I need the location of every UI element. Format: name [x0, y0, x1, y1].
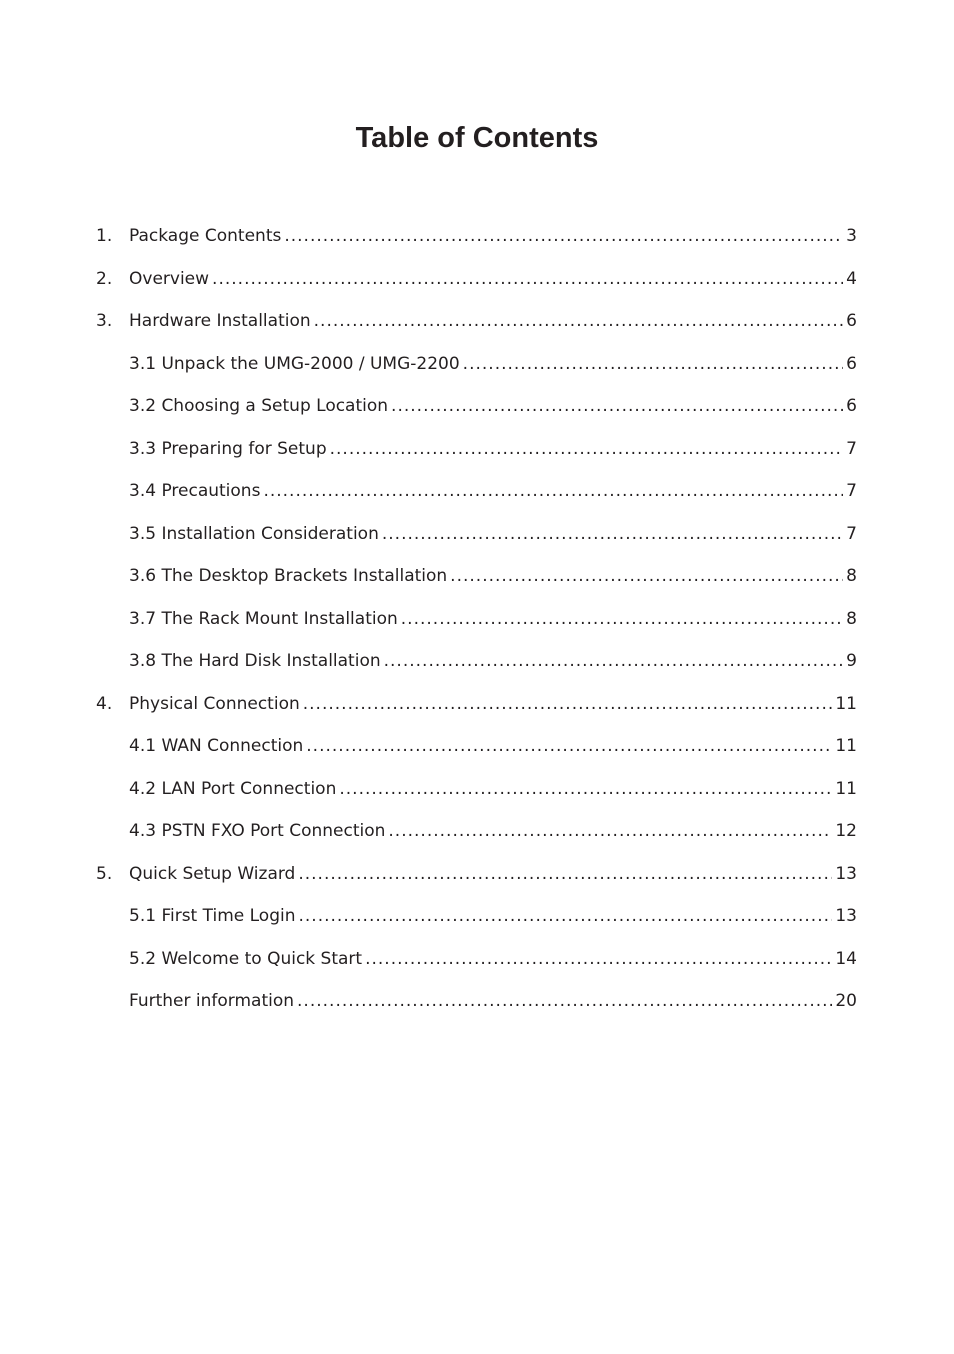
- toc-dot-leader: [306, 732, 832, 760]
- toc-entry-page: 13: [835, 863, 857, 884]
- toc-entry[interactable]: [96, 895, 857, 938]
- toc-entry-title: 3.1 Unpack the UMG-2000 / UMG-2200: [129, 353, 460, 374]
- toc-dot-leader: [384, 647, 844, 675]
- toc-entry-title: 4.2 LAN Port Connection: [129, 778, 337, 799]
- toc-entry[interactable]: [96, 470, 857, 513]
- toc-entry-title: 3.4 Precautions: [129, 481, 261, 502]
- toc-entry-number: 5.: [96, 863, 113, 884]
- table-of-contents: [96, 215, 857, 1023]
- toc-entry-title: 4.1 WAN Connection: [129, 736, 304, 757]
- toc-entry-title: 3.6 The Desktop Brackets Installation: [129, 566, 448, 587]
- toc-entry[interactable]: [96, 555, 857, 598]
- toc-entry-title: 4.3 PSTN FXO Port Connection: [129, 821, 386, 842]
- toc-dot-leader: [401, 605, 843, 633]
- toc-entry-title: Package Contents: [129, 226, 282, 247]
- toc-dot-leader: [299, 902, 833, 930]
- toc-dot-leader: [463, 350, 844, 378]
- toc-dot-leader: [263, 477, 843, 505]
- toc-entry-title: Overview: [129, 268, 210, 289]
- toc-entry-page: 14: [835, 948, 857, 969]
- toc-entry-page: 6: [846, 353, 857, 374]
- toc-entry-page: 20: [835, 991, 857, 1012]
- page-title: Table of Contents: [355, 122, 599, 154]
- toc-dot-leader: [365, 945, 832, 973]
- toc-entry-page: 7: [846, 523, 857, 544]
- toc-entry-page: 7: [846, 438, 857, 459]
- toc-dot-leader: [298, 860, 832, 888]
- toc-dot-leader: [388, 817, 832, 845]
- toc-entry[interactable]: [96, 215, 857, 258]
- toc-entry[interactable]: [96, 980, 857, 1023]
- toc-entry[interactable]: [96, 385, 857, 428]
- toc-entry[interactable]: [96, 810, 857, 853]
- toc-entry[interactable]: [96, 598, 857, 641]
- toc-entry-page: 8: [846, 608, 857, 629]
- toc-entry-number: 1.: [96, 226, 113, 247]
- toc-entry-title: Hardware Installation: [129, 311, 311, 332]
- toc-entry-title: Physical Connection: [129, 693, 300, 714]
- toc-entry-page: 13: [835, 906, 857, 927]
- toc-entry-page: 6: [846, 311, 857, 332]
- toc-entry-page: 6: [846, 396, 857, 417]
- toc-entry[interactable]: [96, 640, 857, 683]
- toc-entry-page: 4: [846, 268, 857, 289]
- toc-entry-title: 3.7 The Rack Mount Installation: [129, 608, 398, 629]
- toc-entry-page: 7: [846, 481, 857, 502]
- toc-entry[interactable]: [96, 725, 857, 768]
- toc-entry[interactable]: [96, 853, 857, 896]
- toc-entry-number: 2.: [96, 268, 113, 289]
- toc-entry-title: Further information: [129, 991, 295, 1012]
- toc-entry-title: 3.2 Choosing a Setup Location: [129, 396, 389, 417]
- toc-entry-title: 3.5 Installation Consideration: [129, 523, 379, 544]
- toc-entry-page: 3: [846, 226, 857, 247]
- toc-entry-title: 3.3 Preparing for Setup: [129, 438, 327, 459]
- toc-entry[interactable]: [96, 300, 857, 343]
- toc-entry[interactable]: [96, 683, 857, 726]
- toc-entry-number: 3.: [96, 311, 113, 332]
- toc-entry-page: 9: [846, 651, 857, 672]
- toc-entry-page: 12: [835, 821, 857, 842]
- toc-dot-leader: [212, 265, 843, 293]
- toc-entry[interactable]: [96, 258, 857, 301]
- toc-dot-leader: [297, 987, 832, 1015]
- toc-entry-page: 11: [835, 778, 857, 799]
- toc-dot-leader: [382, 520, 843, 548]
- toc-entry-page: 11: [835, 693, 857, 714]
- toc-entry[interactable]: [96, 513, 857, 556]
- toc-entry-title: 5.1 First Time Login: [129, 906, 296, 927]
- toc-entry-title: Quick Setup Wizard: [129, 863, 296, 884]
- toc-dot-leader: [391, 392, 843, 420]
- toc-dot-leader: [303, 690, 833, 718]
- toc-entry-title: 5.2 Welcome to Quick Start: [129, 948, 363, 969]
- toc-entry-page: 8: [846, 566, 857, 587]
- toc-dot-leader: [330, 435, 844, 463]
- toc-entry-title: 3.8 The Hard Disk Installation: [129, 651, 381, 672]
- toc-entry-page: 11: [835, 736, 857, 757]
- toc-dot-leader: [339, 775, 832, 803]
- toc-entry-number: 4.: [96, 693, 113, 714]
- toc-entry[interactable]: [96, 768, 857, 811]
- toc-entry[interactable]: [96, 428, 857, 471]
- toc-dot-leader: [450, 562, 843, 590]
- toc-dot-leader: [314, 307, 844, 335]
- toc-dot-leader: [284, 222, 843, 250]
- toc-entry[interactable]: [96, 343, 857, 386]
- toc-entry[interactable]: [96, 938, 857, 981]
